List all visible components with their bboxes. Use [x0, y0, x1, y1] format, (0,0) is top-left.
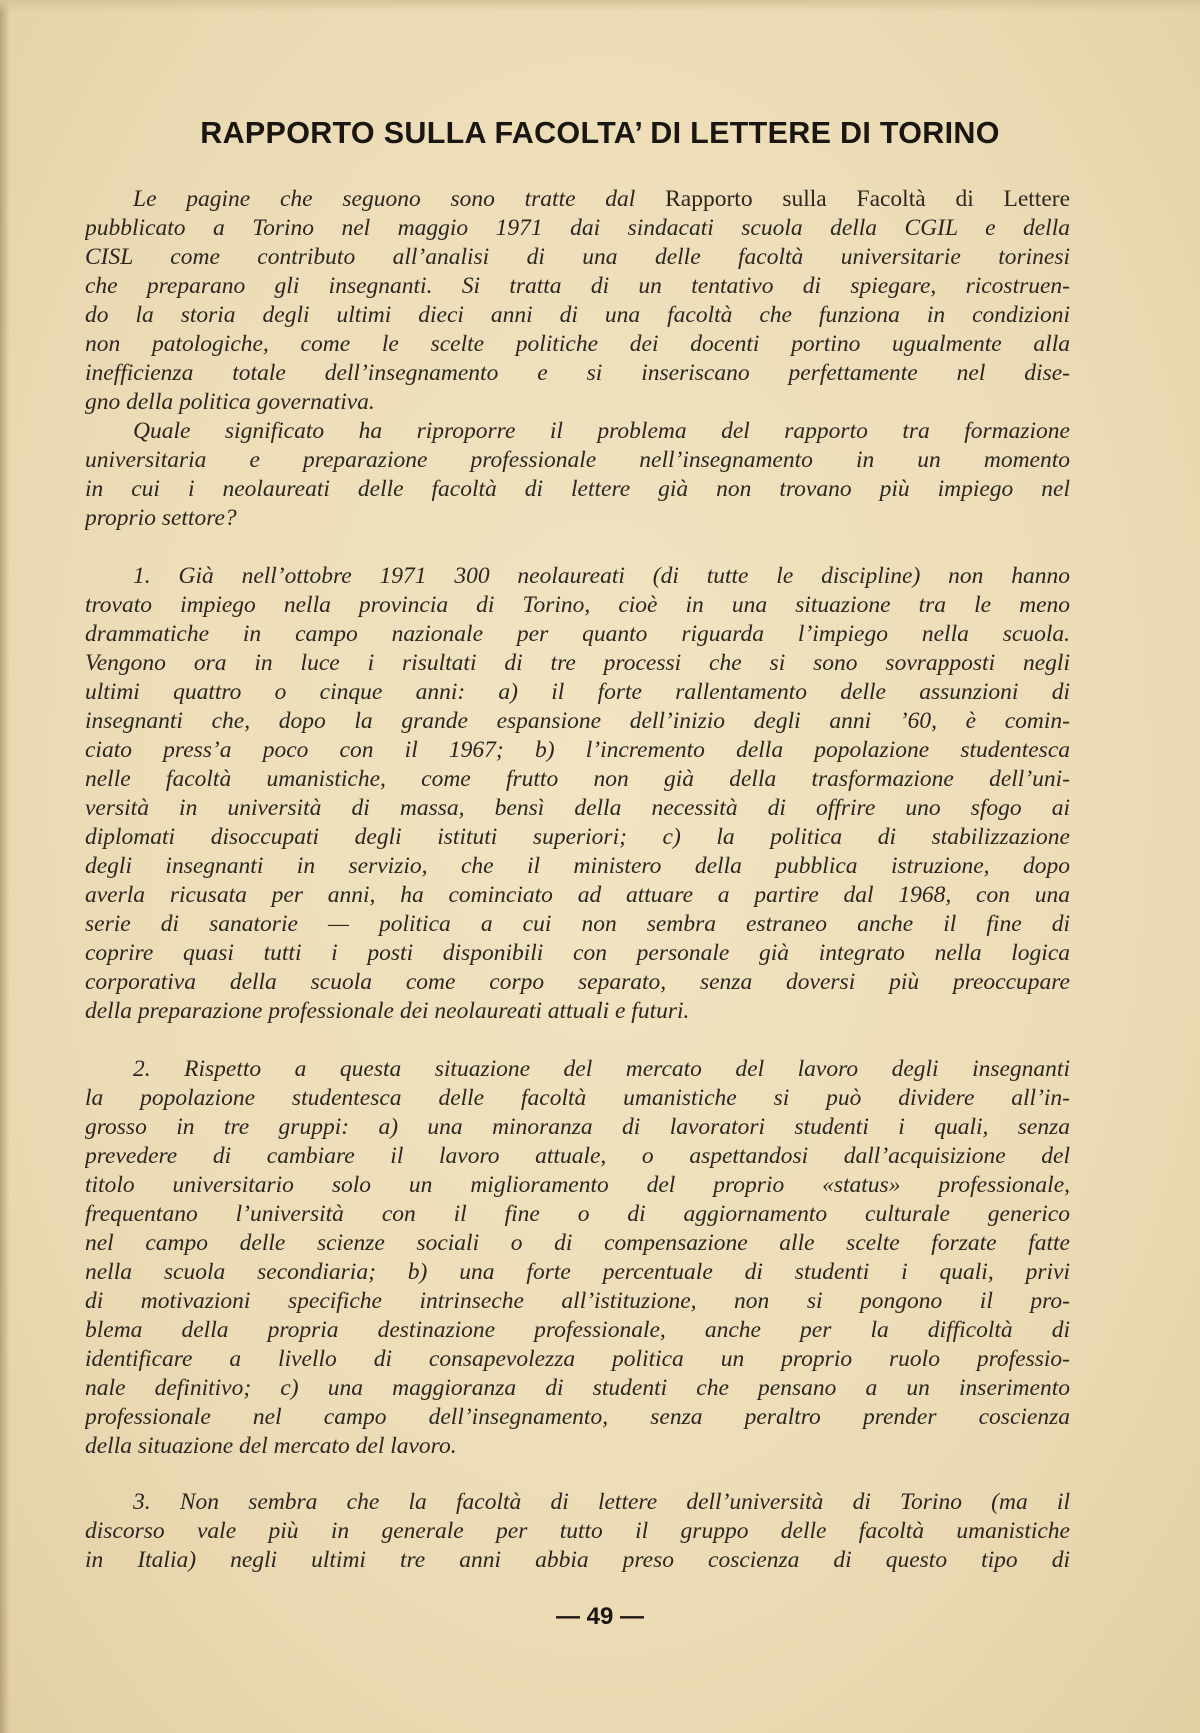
page-title: RAPPORTO SULLA FACOLTA’ DI LETTERE DI TORINO [200, 116, 1000, 150]
text-line [85, 185, 1070, 213]
text-line: 2. Rispetto a questa situazione del mercato del lavoro degli insegnanti [133, 1056, 1070, 1082]
text-line: ciato press’a poco con il 1967; b) l’incremento della popolazione studentesca [85, 737, 1070, 763]
text-line: 1. Già nell’ottobre 1971 300 neolaureati (di tutte le discipline) non hanno [133, 563, 1070, 589]
text-line: versità in università di massa, bensì della necessità di offrire uno sfogo ai [85, 795, 1070, 821]
text-line: della situazione del mercato del lavoro. [85, 1433, 457, 1459]
text-line: titolo universitario solo un miglioramento del proprio «status» professionale, [85, 1172, 1070, 1198]
text-line: discorso vale più in generale per tutto il gruppo delle facoltà umanistiche [85, 1518, 1070, 1544]
text-line: serie di sanatorie — politica a cui non sembra estraneo anche il fine di [85, 911, 1070, 937]
text-line: ultimi quattro o cinque anni: a) il forte rallentamento delle assunzioni di [85, 679, 1070, 705]
text-line: la popolazione studentesca delle facoltà umanistiche si può dividere all’in- [85, 1085, 1070, 1111]
text-line: universitaria e preparazione professionale nell’insegnamento in un momento [85, 447, 1070, 473]
text-line: Vengono ora in luce i risultati di tre processi che si sono sovrapposti negli [85, 650, 1070, 676]
text-line: Quale significato ha riproporre il problema del rapporto tra formazione [133, 418, 1070, 444]
report-title-text: Rapporto sulla Facoltà di Lettere [665, 186, 1070, 212]
text-line: nelle facoltà umanistiche, come frutto non già della trasformazione dell’uni- [85, 766, 1070, 792]
text-line: do la storia degli ultimi dieci anni di una facoltà che funziona in condizioni [85, 302, 1070, 328]
text-line: 3. Non sembra che la facoltà di lettere dell’università di Torino (ma il [133, 1489, 1070, 1515]
text-line: trovato impiego nella provincia di Torino, cioè in una situazione tra le meno [85, 592, 1070, 618]
text-line: professionale nel campo dell’insegnamento, senza peraltro prender coscienza [85, 1404, 1070, 1430]
page-top-shadow [0, 0, 1200, 12]
text-line: blema della propria destinazione professionale, anche per la difficoltà di [85, 1317, 1070, 1343]
text-line: proprio settore? [85, 505, 237, 531]
intro-italic-text: Le pagine che seguono sono tratte dal [133, 186, 636, 212]
page-number: — 49 — [555, 1603, 645, 1630]
text-line: grosso in tre gruppi: a) una minoranza di lavoratori studenti i quali, senza [85, 1114, 1070, 1140]
text-line: diplomati disoccupati degli istituti superiori; c) la politica di stabilizzazione [85, 824, 1070, 850]
text-line: insegnanti che, dopo la grande espansione dell’inizio degli anni ’60, è comin- [85, 708, 1070, 734]
text-line: della preparazione professionale dei neolaureati attuali e futuri. [85, 998, 690, 1024]
text-line: degli insegnanti in servizio, che il ministero della pubblica istruzione, dopo [85, 853, 1070, 879]
text-line: prevedere di cambiare il lavoro attuale, o aspettandosi dall’acquisizione del [85, 1143, 1070, 1169]
text-line: drammatiche in campo nazionale per quanto riguarda l’impiego nella scuola. [85, 621, 1070, 647]
text-line: nale definitivo; c) una maggioranza di studenti che pensano a un inserimento [85, 1375, 1070, 1401]
text-line: in Italia) negli ultimi tre anni abbia preso coscienza di questo tipo di [85, 1547, 1070, 1573]
text-line: di motivazioni specifiche intrinseche all’istituzione, non si pongono il pro- [85, 1288, 1070, 1314]
text-line: in cui i neolaureati delle facoltà di lettere già non trovano più impiego nel [85, 476, 1070, 502]
text-line: coprire quasi tutti i posti disponibili con personale già integrato nella logica [85, 940, 1070, 966]
text-line: non patologiche, come le scelte politiche dei docenti portino ugualmente alla [85, 331, 1070, 357]
text-line: pubblicato a Torino nel maggio 1971 dai sindacati scuola della CGIL e della [85, 215, 1070, 241]
text-line: inefficienza totale dell’insegnamento e si inseriscano perfettamente nel dise- [85, 360, 1070, 386]
text-line: identificare a livello di consapevolezza politica un proprio ruolo professio- [85, 1346, 1070, 1372]
text-line: averla ricusata per anni, ha cominciato ad attuare a partire dal 1968, con una [85, 882, 1070, 908]
text-line: CISL come contributo all’analisi di una delle facoltà universitarie torinesi [85, 244, 1070, 270]
text-line: corporativa della scuola come corpo separato, senza doversi più preoccupare [85, 969, 1070, 995]
text-line: frequentano l’università con il fine o di aggiornamento culturale generico [85, 1201, 1070, 1227]
text-line: nel campo delle scienze sociali o di compensazione alle scelte forzate fatte [85, 1230, 1070, 1256]
text-line: nella scuola secondiaria; b) una forte percentuale di studenti i quali, privi [85, 1259, 1070, 1285]
text-line: gno della politica governativa. [85, 389, 375, 415]
text-line: che preparano gli insegnanti. Si tratta di un tentativo di spiegare, ricostruen- [85, 273, 1070, 299]
page-edge-shadow [0, 0, 10, 1733]
